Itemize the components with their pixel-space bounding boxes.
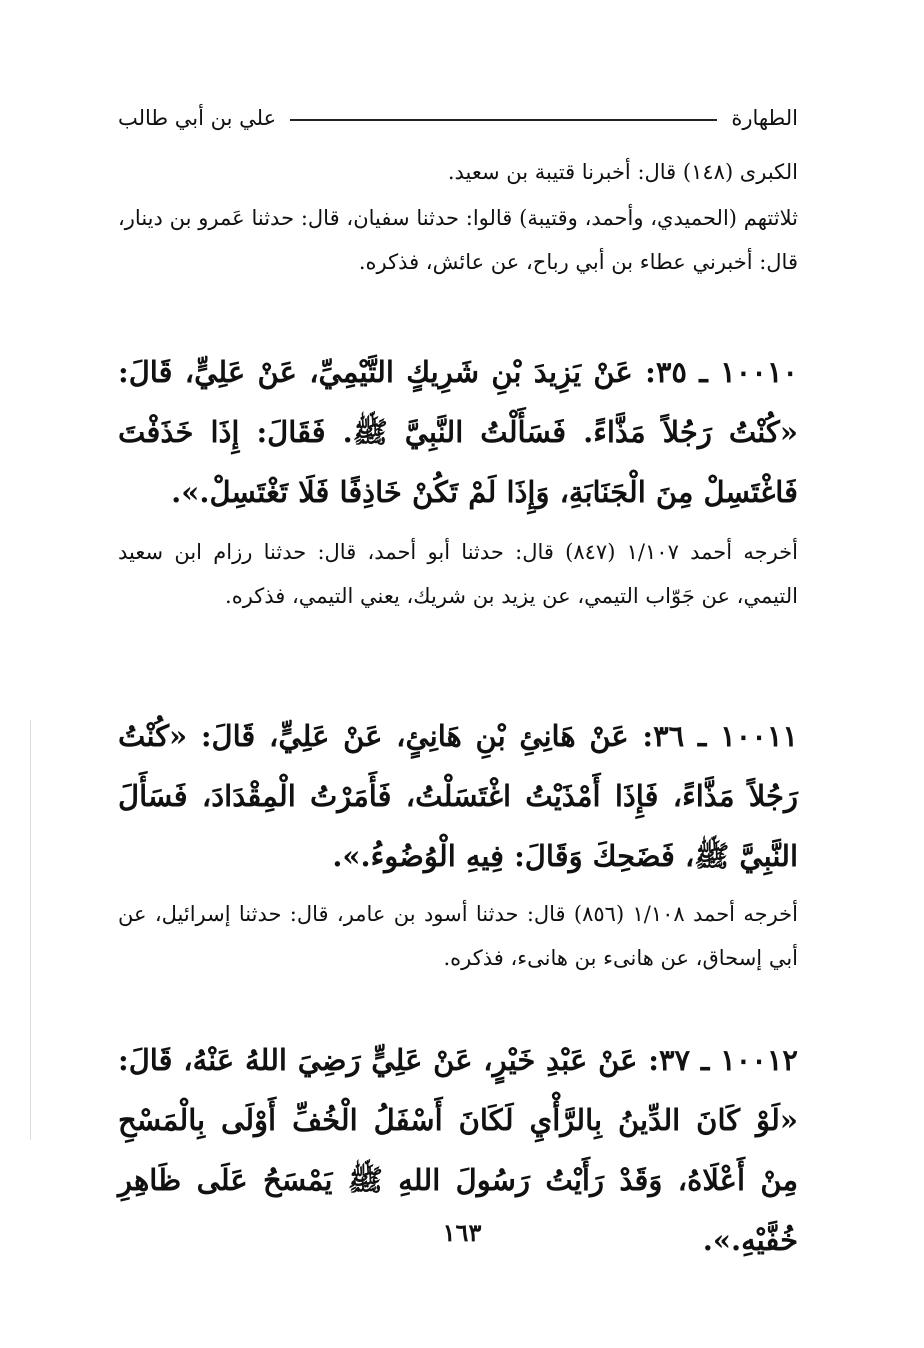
header-rule bbox=[290, 119, 717, 121]
header-section-title: علي بن أبي طالب bbox=[118, 106, 277, 130]
footnote-chain-1: ثلاثتهم (الحميدي، وأحمد، وقتيبة) قالوا: حدثنا سفيان، قال: حدثنا عَمرو بن دينار، قال: أخبرني عطاء بن أبي رباح، عن عائش، فذكره. bbox=[118, 206, 798, 274]
footnote-continuation: الكبرى (١٤٨) قال: أخبرنا قتيبة بن سعيد. bbox=[447, 160, 798, 184]
page-number: ١٦٣ bbox=[442, 1218, 482, 1247]
hadith-10012: ١٠٠١٢ ـ ٣٧: عَنْ عَبْدِ خَيْرٍ، عَنْ عَلِيٍّ رَضِيَ اللهُ عَنْهُ، قَالَ: «لَوْ كَانَ الدِّينُ بِالرَّأْيِ لَكَانَ أَسْفَلُ الْخُفِّ أَوْلَى بِالْمَسْحِ مِنْ أَعْلَاهُ، وَقَدْ رَأَيْتُ رَسُولَ اللهِ ﷺ يَمْسَحُ عَلَى ظَاهِرِ خُفَّيْهِ.». bbox=[118, 1043, 798, 1257]
running-header bbox=[118, 98, 798, 138]
hadith-10011: ١٠٠١١ ـ ٣٦: عَنْ هَانِئِ بْنِ هَانِئٍ، عَنْ عَلِيٍّ، قَالَ: «كُنْتُ رَجُلاً مَذَّاءً، فَإِذَا أَمْذَيْتُ اغْتَسَلْتُ، فَأَمَرْتُ الْمِقْدَادَ، فَسَأَلَ النَّبِيَّ ﷺ، فَضَحِكَ وَقَالَ: فِيهِ الْوُضُوءُ.». bbox=[118, 719, 798, 873]
scan-edge-line bbox=[30, 720, 31, 1140]
footnote-10010: أخرجه أحمد ١/١٠٧ (٨٤٧) قال: حدثنا أبو أحمد، قال: حدثنا رزام ابن سعيد التيمي، عن جَوّاب التيمي، عن يزيد بن شريك، يعني التيمي، فذكره. bbox=[118, 540, 798, 608]
hadith-10010: ١٠٠١٠ ـ ٣٥: عَنْ يَزِيدَ بْنِ شَرِيكٍ التَّيْمِيِّ، عَنْ عَلِيٍّ، قَالَ: «كُنْتُ رَجُلاً مَذَّاءً. فَسَأَلْتُ النَّبِيَّ ﷺ. فَقَالَ: إِذَا خَذَفْتَ فَاغْتَسِلْ مِنَ الْجَنَابَةِ، وَإِذَا لَمْ تَكُنْ خَاذِفًا فَلَا تَغْتَسِلْ.». bbox=[118, 355, 798, 509]
footnote-10011: أخرجه أحمد ١/١٠٨ (٨٥٦) قال: حدثنا أسود بن عامر، قال: حدثنا إسرائيل، عن أبي إسحاق، عن هانىء بن هانىء، فذكره. bbox=[118, 902, 798, 970]
header-chapter-title: الطهارة bbox=[731, 106, 798, 130]
